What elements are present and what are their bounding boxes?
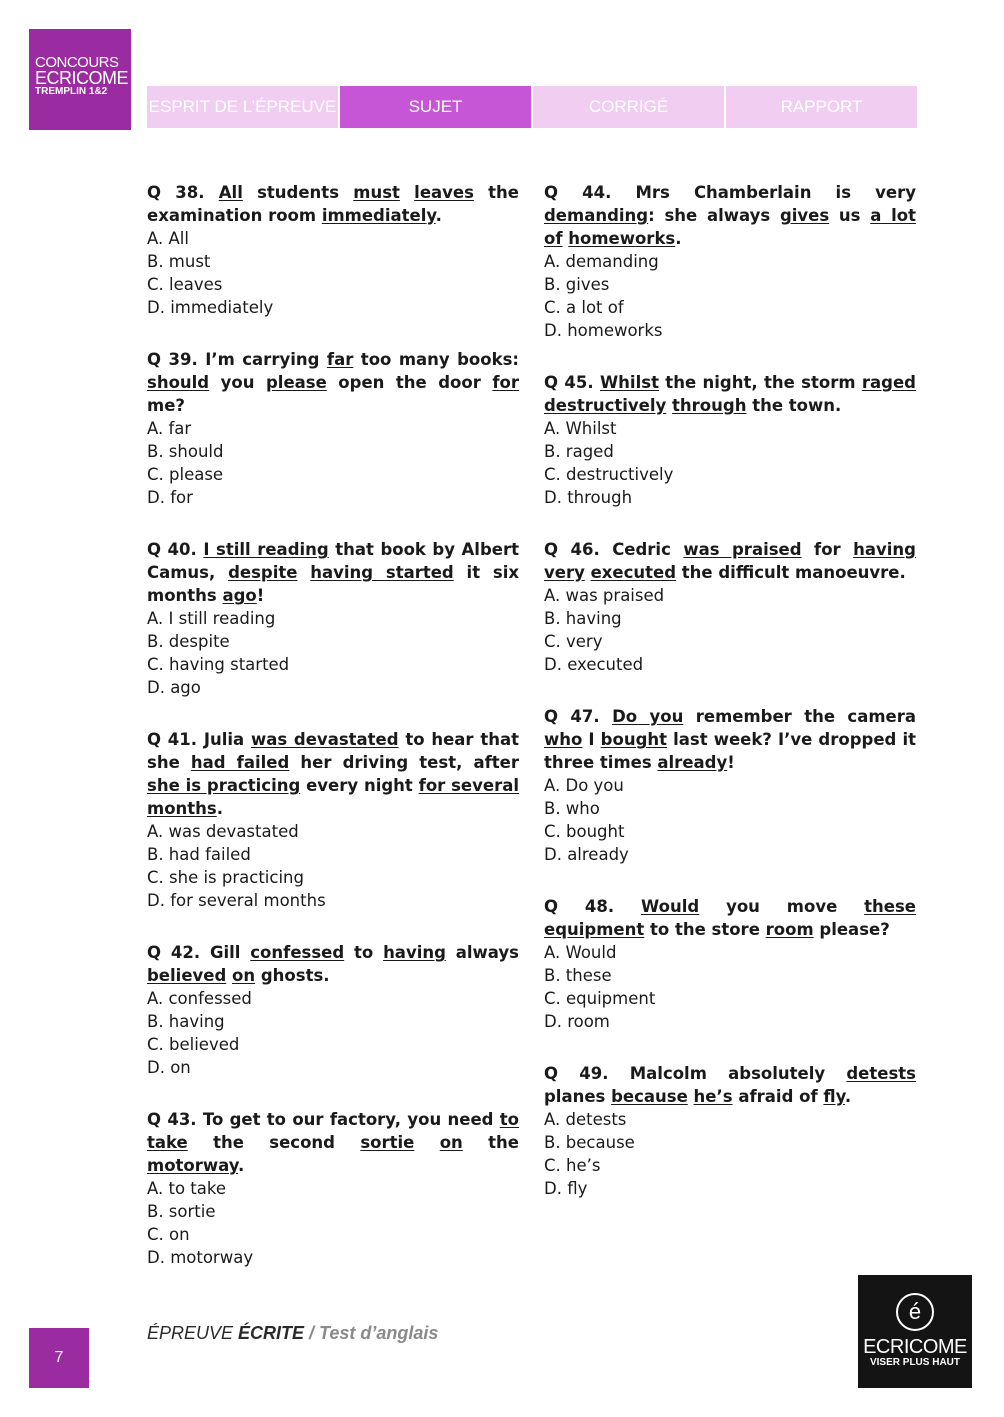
- option-d: D. for several months: [147, 891, 326, 910]
- option-d: D. homeworks: [544, 321, 663, 340]
- tab-corrige[interactable]: CORRIGÉ: [533, 86, 724, 128]
- text-segment: to hear that she: [147, 730, 519, 772]
- text-segment: us: [829, 206, 871, 225]
- option-d: D. on: [147, 1058, 191, 1077]
- option-c: C. equipment: [544, 989, 656, 1008]
- question-44-text: [544, 181, 916, 250]
- option-a: A. Would: [544, 943, 617, 962]
- question-label: Q 41.: [147, 730, 198, 749]
- question-40-text: [147, 538, 519, 607]
- ecricome-brand-logo: [858, 1275, 972, 1388]
- text-segment: always: [445, 943, 519, 962]
- underlined-segment: must: [353, 183, 400, 202]
- option-c: C. having started: [147, 655, 290, 674]
- underlined-segment: room: [765, 920, 814, 939]
- underlined-segment: she is practicing: [147, 776, 301, 795]
- underlined-segment: through: [672, 396, 747, 415]
- underlined-segment: confessed: [250, 943, 345, 962]
- option-c: C. leaves: [147, 275, 223, 294]
- question-43: [147, 1108, 519, 1269]
- option-c: C. he’s: [544, 1156, 601, 1175]
- underlined-segment: was devastated: [250, 730, 399, 749]
- logo-line-ecricome: ECRICOME: [35, 68, 129, 88]
- underlined-segment: motorway: [147, 1156, 238, 1175]
- option-b: B. had failed: [147, 845, 251, 864]
- option-c: C. please: [147, 465, 224, 484]
- underlined-segment: executed: [590, 563, 677, 582]
- tab-sujet[interactable]: SUJET: [340, 86, 531, 128]
- option-b: B. must: [147, 252, 211, 271]
- question-43-text: [147, 1108, 519, 1177]
- text-segment: every night: [300, 776, 419, 795]
- question-label: Q 47.: [544, 707, 600, 726]
- underlined-segment: sortie: [360, 1133, 415, 1152]
- question-48-text: [544, 895, 916, 941]
- text-segment: I: [582, 730, 601, 749]
- text-segment: the town.: [746, 396, 842, 415]
- tab-rapport[interactable]: RAPPORT: [726, 86, 917, 128]
- text-segment: [297, 563, 310, 582]
- option-a: A. to take: [147, 1179, 226, 1198]
- option-c: C. very: [544, 632, 603, 651]
- option-b: B. having: [544, 609, 622, 628]
- option-b: B. having: [147, 1012, 225, 1031]
- underlined-segment: should: [147, 373, 210, 392]
- question-41: [147, 728, 519, 912]
- underlined-segment: detests: [846, 1064, 916, 1083]
- text-segment: Cedric: [612, 540, 684, 559]
- questions-column-left: [147, 181, 519, 1298]
- underlined-segment: on: [439, 1133, 463, 1152]
- text-segment: open the door: [326, 373, 493, 392]
- option-d: D. through: [544, 488, 633, 507]
- underlined-segment: gives: [779, 206, 830, 225]
- option-a: A. Do you: [544, 776, 624, 795]
- option-a: A. detests: [544, 1110, 627, 1129]
- underlined-segment: equipment: [544, 920, 645, 939]
- text-segment: I’m carrying: [205, 350, 327, 369]
- text-segment: .: [238, 1156, 245, 1175]
- underlined-segment: had failed: [190, 753, 290, 772]
- option-b: B. should: [147, 442, 224, 461]
- footer-test-anglais: / Test d’anglais: [304, 1323, 439, 1343]
- option-b: B. raged: [544, 442, 614, 461]
- question-label: Q 44.: [544, 183, 612, 202]
- text-segment: [400, 183, 414, 202]
- option-d: D. room: [544, 1012, 610, 1031]
- option-d: D. fly: [544, 1179, 588, 1198]
- option-b: B. gives: [544, 275, 610, 294]
- option-a: A. was devastated: [147, 822, 299, 841]
- option-a: A. demanding: [544, 252, 659, 271]
- question-45-text: [544, 371, 916, 417]
- option-c: C. on: [147, 1225, 190, 1244]
- text-segment: planes: [544, 1087, 612, 1106]
- question-label: Q 49.: [544, 1064, 609, 1083]
- text-segment: the second: [187, 1133, 361, 1152]
- option-a: A. I still reading: [147, 609, 276, 628]
- text-segment: students: [242, 183, 354, 202]
- question-46: [544, 538, 916, 676]
- underlined-segment: raged: [861, 373, 916, 392]
- question-39: [147, 348, 519, 509]
- text-segment: the: [462, 1133, 519, 1152]
- underlined-segment: ago: [222, 586, 257, 605]
- questions-column-right: [544, 181, 916, 1229]
- question-label: Q 46.: [544, 540, 600, 559]
- question-42-text: [147, 941, 519, 987]
- text-segment: To get to our factory, you need: [202, 1110, 500, 1129]
- text-segment: for: [801, 540, 854, 559]
- option-d: D. motorway: [147, 1248, 254, 1267]
- option-a: A. confessed: [147, 989, 252, 1008]
- underlined-segment: immediately: [321, 206, 436, 225]
- question-label: Q 39.: [147, 350, 198, 369]
- option-c: C. a lot of: [544, 298, 624, 317]
- text-segment: that book by Albert Camus,: [147, 540, 519, 582]
- underlined-segment: having started: [310, 563, 454, 582]
- underlined-segment: for: [492, 373, 520, 392]
- option-c: C. believed: [147, 1035, 240, 1054]
- option-b: B. despite: [147, 632, 230, 651]
- underlined-segment: I still reading: [203, 540, 329, 559]
- text-segment: ghosts.: [255, 966, 330, 985]
- underlined-segment: All: [218, 183, 243, 202]
- option-b: B. these: [544, 966, 612, 985]
- underlined-segment: far: [326, 350, 354, 369]
- text-segment: .: [675, 229, 682, 248]
- text-segment: Gill: [209, 943, 251, 962]
- underlined-segment: Do you: [612, 707, 684, 726]
- logo-line-concours: CONCOURS: [35, 54, 119, 71]
- option-d: D. for: [147, 488, 193, 507]
- underlined-segment: was praised: [683, 540, 802, 559]
- e-icon: é: [896, 1293, 934, 1331]
- question-44: [544, 181, 916, 342]
- text-segment: remember the camera: [683, 707, 916, 726]
- option-b: B. sortie: [147, 1202, 216, 1221]
- footer-epreuve: ÉPREUVE: [147, 1323, 239, 1343]
- option-a: A. far: [147, 419, 192, 438]
- option-c: C. she is practicing: [147, 868, 304, 887]
- text-segment: : she always: [648, 206, 780, 225]
- underlined-segment: very: [544, 563, 585, 582]
- text-segment: the examination room: [147, 183, 519, 225]
- question-47: [544, 705, 916, 866]
- underlined-segment: on: [232, 966, 256, 985]
- question-48: [544, 895, 916, 1033]
- text-segment: the difficult manoeuvre.: [676, 563, 906, 582]
- option-d: D. immediately: [147, 298, 274, 317]
- option-a: A. Whilst: [544, 419, 617, 438]
- footer-ecrite: ÉCRITE: [238, 1323, 305, 1343]
- underlined-segment: for several months: [147, 776, 519, 818]
- page-number: 7: [29, 1328, 89, 1388]
- question-label: Q 48.: [544, 897, 615, 916]
- underlined-segment: destructively: [544, 396, 667, 415]
- underlined-segment: these: [864, 897, 916, 916]
- question-label: Q 42.: [147, 943, 201, 962]
- text-segment: Malcolm absolutely: [629, 1064, 847, 1083]
- underlined-segment: Whilst: [599, 373, 659, 392]
- underlined-segment: demanding: [544, 206, 649, 225]
- question-45: [544, 371, 916, 509]
- underlined-segment: a lot of: [544, 206, 916, 248]
- option-b: B. who: [544, 799, 600, 818]
- text-segment: too many books:: [353, 350, 519, 369]
- underlined-segment: fly: [823, 1087, 845, 1106]
- question-47-text: [544, 705, 916, 774]
- option-b: B. because: [544, 1133, 635, 1152]
- section-tabs: [147, 86, 919, 128]
- underlined-segment: homeworks: [568, 229, 676, 248]
- text-segment: .: [844, 1087, 852, 1106]
- text-segment: !: [727, 753, 735, 772]
- underlined-segment: leaves: [414, 183, 474, 202]
- underlined-segment: Would: [641, 897, 700, 916]
- logo-line-tremplin: TREMPLIN 1&2: [35, 86, 108, 97]
- underlined-segment: believed: [147, 966, 227, 985]
- text-segment: me?: [147, 396, 185, 415]
- text-segment: it six months: [147, 563, 519, 605]
- option-c: C. bought: [544, 822, 625, 841]
- question-42: [147, 941, 519, 1079]
- option-d: D. ago: [147, 678, 201, 697]
- text-segment: you move: [699, 897, 865, 916]
- underlined-segment: despite: [228, 563, 298, 582]
- text-segment: .: [435, 206, 442, 225]
- underlined-segment: because: [611, 1087, 688, 1106]
- text-segment: you: [209, 373, 266, 392]
- question-label: Q 45.: [544, 373, 594, 392]
- question-39-text: [147, 348, 519, 417]
- text-segment: the night, the storm: [658, 373, 862, 392]
- underlined-segment: already: [657, 753, 728, 772]
- question-38-text: [147, 181, 519, 227]
- text-segment: !: [256, 586, 265, 605]
- underlined-segment: having: [383, 943, 446, 962]
- option-c: C. destructively: [544, 465, 674, 484]
- underlined-segment: having: [853, 540, 916, 559]
- text-segment: to the store: [644, 920, 766, 939]
- brand-tagline: VISER PLUS HAUT: [869, 1357, 960, 1368]
- text-segment: her driving test, after: [289, 753, 519, 772]
- text-segment: afraid of: [732, 1087, 824, 1106]
- question-41-text: [147, 728, 519, 820]
- option-a: A. All: [147, 229, 189, 248]
- underlined-segment: bought: [600, 730, 668, 749]
- question-49: [544, 1062, 916, 1200]
- option-d: D. executed: [544, 655, 644, 674]
- text-segment: please?: [813, 920, 890, 939]
- option-d: D. already: [544, 845, 629, 864]
- text-segment: .: [216, 799, 224, 818]
- concours-ecricome-logo: [29, 29, 131, 130]
- underlined-segment: to take: [147, 1110, 519, 1152]
- tab-esprit-de-l-epreuve[interactable]: ESPRIT DE L’ÉPREUVE: [147, 86, 338, 128]
- question-label: Q 40.: [147, 540, 197, 559]
- option-a: A. was praised: [544, 586, 665, 605]
- text-segment: [414, 1133, 439, 1152]
- question-label: Q 38.: [147, 183, 205, 202]
- text-segment: to: [344, 943, 384, 962]
- brand-name: ECRICOME: [863, 1336, 967, 1358]
- text-segment: Julia: [203, 730, 251, 749]
- question-46-text: [544, 538, 916, 584]
- question-40: [147, 538, 519, 699]
- underlined-segment: who: [544, 730, 583, 749]
- underlined-segment: please: [265, 373, 327, 392]
- question-label: Q 43.: [147, 1110, 197, 1129]
- text-segment: last week? I’ve dropped it three times: [544, 730, 916, 772]
- footer-title: [147, 1323, 438, 1344]
- question-38: [147, 181, 519, 319]
- text-segment: Mrs Chamberlain is very: [635, 183, 916, 202]
- underlined-segment: he’s: [693, 1087, 733, 1106]
- question-49-text: [544, 1062, 916, 1108]
